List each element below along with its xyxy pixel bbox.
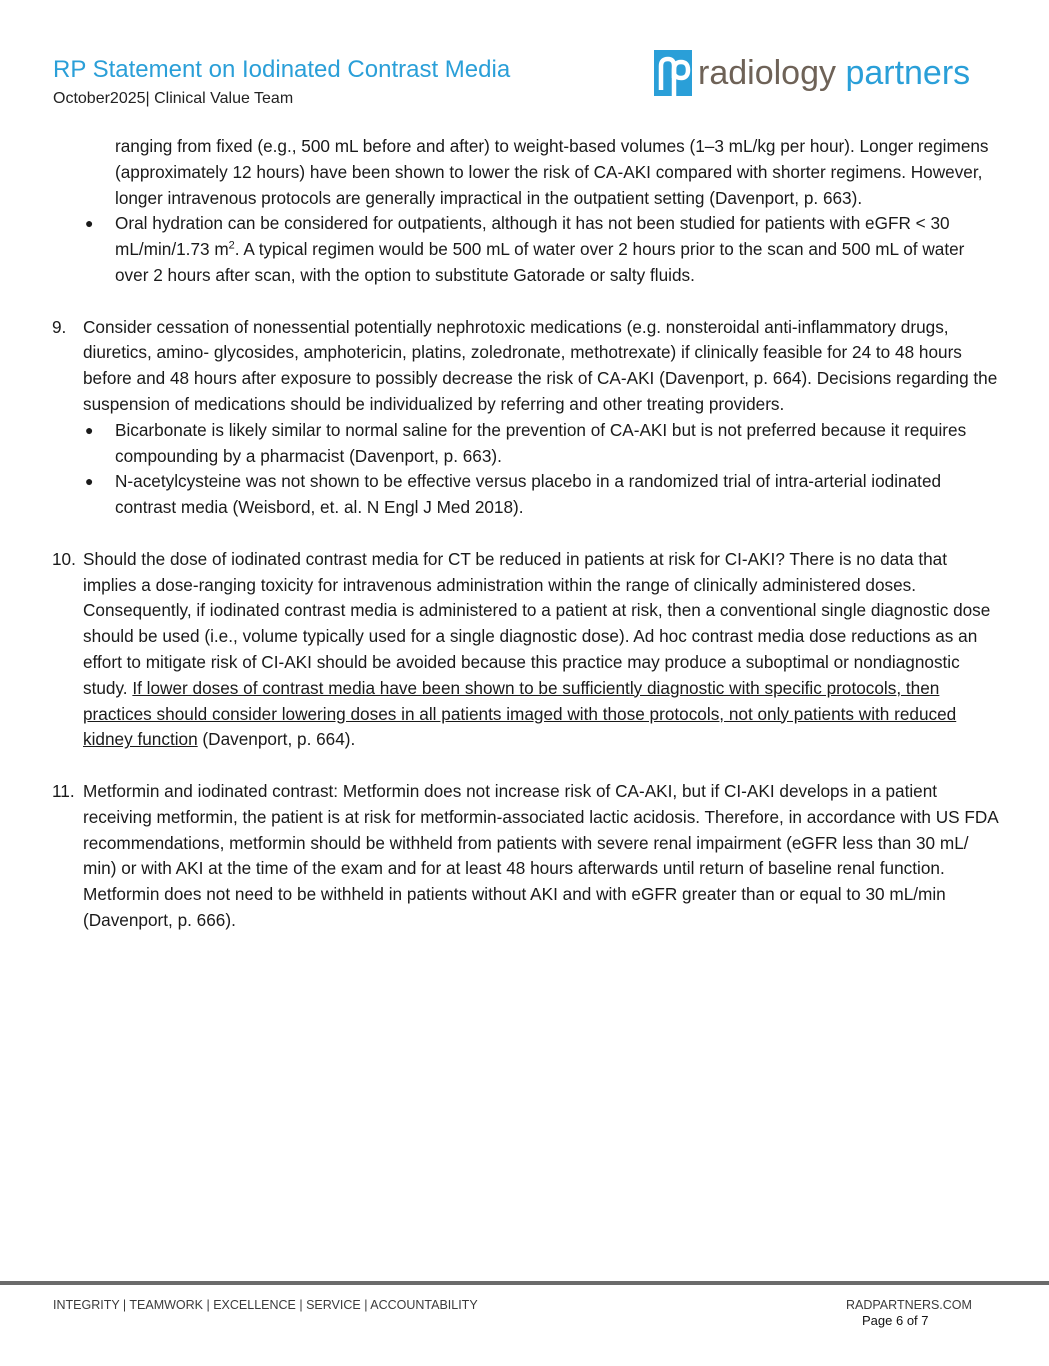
document-subtitle: October2025| Clinical Value Team bbox=[53, 90, 294, 107]
numbered-item-11 bbox=[52, 779, 1000, 934]
logo-word-partners: partners bbox=[845, 54, 971, 92]
underlined-text: If lower doses of contrast media have been shown to be sufficiently diagnostic with specific protocols, then practices should consider lowering doses in all patients imaged with those protocols, not only patients with reduced kidney function bbox=[83, 677, 957, 750]
page-number: Page 6 of 7 bbox=[862, 1313, 929, 1328]
list-item-oral-hydration: ● Oral hydration can be considered for outpatients, although it has not been studied for patients with eGFR < 30 mL/min/1.73 $m^2$. A typical regimen would be 500 mL of water over 2 hours prior to the scan and 500 mL of water over 2 hours after scan, with the option to substitute Gatorade or salty fluids. bbox=[85, 213, 965, 285]
radiology-partners-logo bbox=[654, 50, 970, 96]
list-item-bicarbonate: ● Bicarbonate is likely similar to normal saline for the prevention of CA-AKI but is not preferred because it requires compounding by a pharmacist (Davenport, p. 663). bbox=[85, 419, 967, 466]
list-item-acetylcysteine: ● N-acetylcysteine was not shown to be effective versus placebo in a randomized trial of intra-arterial iodinated contrast media (Weisbord, et. al. N Engl J Med 2018). bbox=[85, 471, 942, 518]
footer-website: RADPARTNERS.COM bbox=[846, 1298, 972, 1312]
continuation-paragraph: ranging from fixed (e.g., 500 mL before and after) to weight-based volumes (1–3 mL/kg per hour). Longer regimens (approximately 12 hours) have been shown to lower the risk of CA-AKI compared with shorter regimens. However, longer intravenous protocols are generally impractical in the outpatient setting (Davenport, p. 663). bbox=[115, 136, 989, 208]
rp-monogram-icon bbox=[654, 50, 692, 96]
logo-wordmark bbox=[698, 56, 970, 90]
bullet-glyph: ● bbox=[85, 473, 94, 490]
numbered-item-9 bbox=[52, 315, 1000, 418]
footer-divider bbox=[0, 1281, 1049, 1285]
bullet-glyph: ● bbox=[85, 215, 94, 232]
bullet-glyph: ● bbox=[85, 421, 94, 438]
item-text: Should the dose of iodinated contrast media for CT be reduced in patients at risk for CI-AKI? There is no data that implies a dose-ranging toxicity for intravenous administration within the range of clinically administered doses. Consequently, if iodinated contrast media is administered to a patient at risk, then a conventional single diagnostic dose should be used (i.e., volume typically used for a single diagnostic dose). Ad hoc contrast media dose reductions as an effort to mitigate risk of CI-AKI should be avoided because this practice may produce a suboptimal or nondiagnostic study. bbox=[83, 548, 991, 698]
item-text: Metformin and iodinated contrast: Metformin does not increase risk of CA-AKI, but if CI-AKI develops in a patient receiving metformin, the patient is at risk for metformin-associated lactic acidosis. Therefore, in accordance with US FDA recommendations, metformin should be withheld from patients with severe renal impairment (eGFR less than 30 mL/ min) or with AKI at the time of the exam and for at least 48 hours afterwards until return of baseline renal function. Metformin does not need to be withheld in patients without AKI and with eGFR greater than or equal to 30 mL/min (Davenport, p. 666). bbox=[83, 780, 998, 930]
footer-values: INTEGRITY | TEAMWORK | EXCELLENCE | SERVICE | ACCOUNTABILITY bbox=[53, 1298, 478, 1312]
item-number: 11. bbox=[52, 780, 75, 801]
document-title: RP Statement on Iodinated Contrast Media bbox=[53, 56, 511, 83]
logo-word-radiology: radiology bbox=[698, 54, 836, 92]
item-number: 9. bbox=[52, 316, 67, 337]
item-number: 10. bbox=[52, 548, 76, 569]
numbered-item-10: 10. Should the dose of iodinated contrast media for CT be reduced in patients at risk for CI-AKI? There is no data that implies a dose-ranging toxicity for intravenous administration within the range of clinically administered doses. Consequently, if iodinated contrast media is administered to a patient at risk, then a conventional single diagnostic dose should be used (i.e., volume typically used for a single diagnostic dose). Ad hoc contrast media dose reductions as an effort to mitigate risk of CI-AKI should be avoided because this practice may produce a suboptimal or nondiagnostic study. If lower doses of contrast media have been shown to be sufficiently diagnostic with specific protocols, then practices should consider lowering doses in all patients imaged with those protocols, not only patients with reduced kidney function (Davenport, p. 664). bbox=[52, 548, 991, 750]
document-body bbox=[52, 134, 1000, 934]
item-text: Consider cessation of nonessential potentially nephrotoxic medications (e.g. nonsteroidal anti-inflammatory drugs, diuretics, amino- glycosides, amphotericin, platins, zoledronate, methotrexate) if clinically feasible for 24 to 48 hours before and 48 hours after exposure to possibly decrease the risk of CA-AKI (Davenport, p. 664). Decisions regarding the suspension of medications should be individualized by referring and other treating providers. bbox=[83, 316, 998, 414]
